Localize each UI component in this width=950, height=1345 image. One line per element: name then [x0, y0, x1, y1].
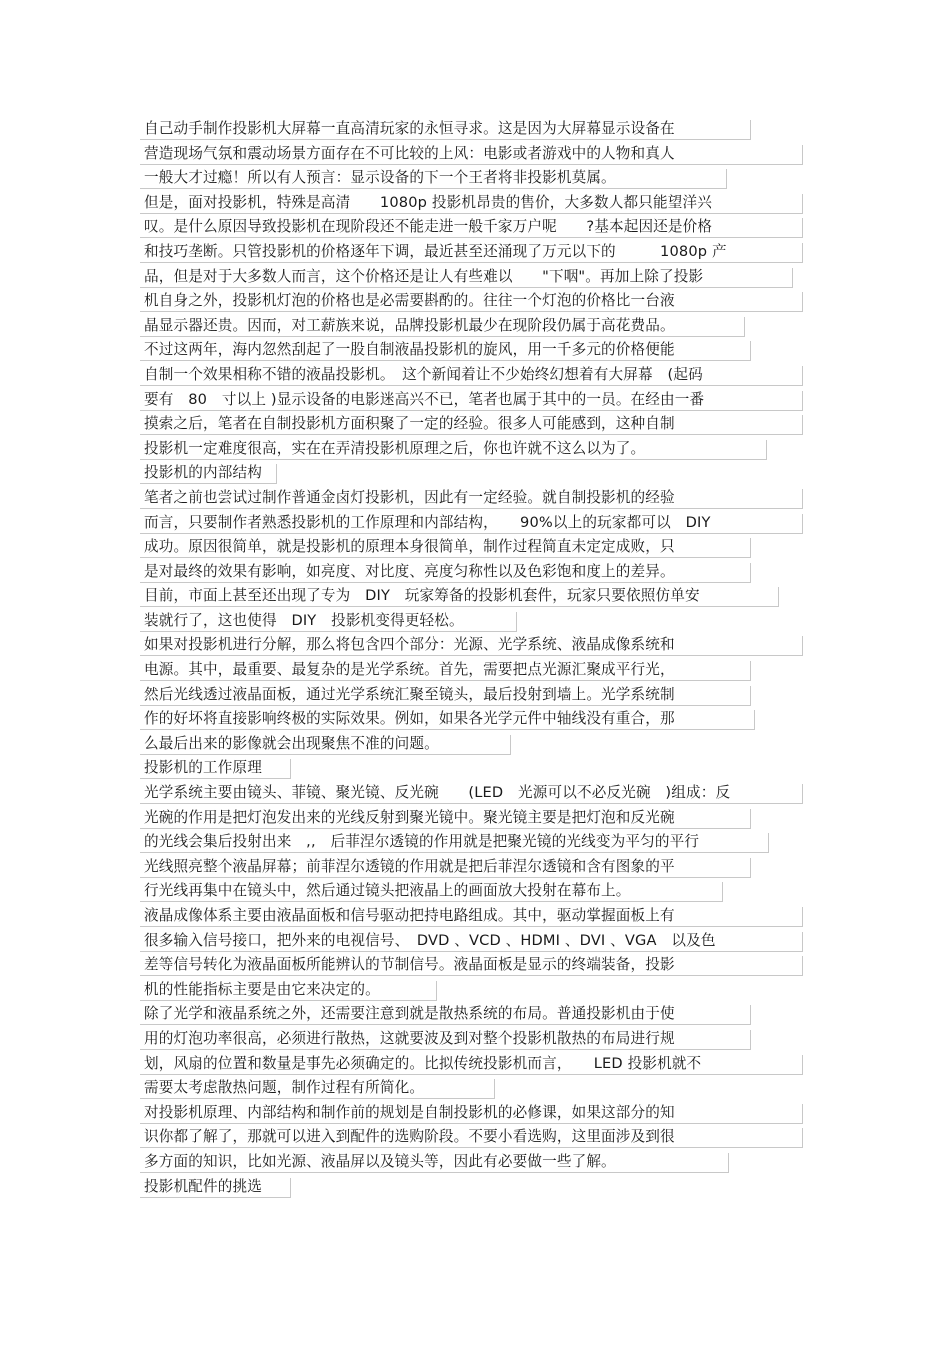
line-text: 液晶成像体系主要由液晶面板和信号驱动把持电路组成。其中，驱动掌握面板上有 [144, 907, 675, 924]
line-text: 笔者之前也尝试过制作普通金卤灯投影机，因此有一定经验。就自制投影机的经验 [144, 488, 675, 506]
line-text: 装就行了，这也使得 DIY 投影机变得更轻松。 [144, 611, 464, 629]
text-line [144, 633, 808, 658]
line-text: 用的灯泡功率很高，必须进行散热，这就要波及到对整个投影机散热的布局进行规 [144, 1029, 675, 1047]
line-text: 的光线会集后投射出来 ,, 后菲涅尔透镜的作用就是把聚光镜的光线变为平匀的平行 [144, 833, 700, 851]
line-text: 投影机一定难度很高，实在在弄清投影机原理之后，你也许就不这么以为了。 [144, 439, 646, 457]
text-line [144, 560, 808, 585]
line-text: 机自身之外，投影机灯泡的价格也是必需要斟酌的。往往一个灯泡的价格比一台液 [144, 292, 675, 310]
text-line [144, 412, 808, 437]
text-line [144, 166, 808, 191]
text-line [144, 584, 808, 609]
text-line [144, 1052, 808, 1077]
text-line [144, 142, 808, 167]
text-line [144, 265, 808, 290]
text-line [144, 1101, 808, 1126]
line-text: 营造现场气氛和震动场景方面存在不可比较的上风：电影或者游戏中的人物和真人 [144, 144, 675, 162]
text-line [144, 658, 808, 683]
line-text: 投影机配件的挑选 [144, 1177, 262, 1195]
line-text: 机的性能指标主要是由它来决定的。 [144, 980, 380, 998]
line-text: 需要太考虑散热问题，制作过程有所简化。 [144, 1079, 425, 1097]
line-text: 目前，市面上甚至还出现了专为 DIY 玩家筹备的投影机套件，玩家只要依照仿单安 [144, 587, 700, 605]
text-line [144, 338, 808, 363]
text-line [144, 461, 808, 486]
line-text: 划，风扇的位置和数量是事先必须确定的。比拟传统投影机而言， LED 投影机就不 [144, 1054, 702, 1072]
line-text: 叹。是什么原因导致投影机在现阶段还不能走进一般千家万户呢 ?基本起因还是价格 [144, 218, 713, 236]
line-text: 摸索之后，笔者在自制投影机方面积聚了一定的经验。很多人可能感到，这种自制 [144, 415, 675, 433]
line-text: 是对最终的效果有影响，如亮度、对比度、亮度匀称性以及色彩饱和度上的差异。 [144, 562, 675, 580]
text-line [144, 1125, 808, 1150]
text-line [144, 314, 808, 339]
text-line [144, 904, 808, 929]
line-text: 然后光线透过液晶面板，通过光学系统汇聚至镜头，最后投射到墙上。光学系统制 [144, 685, 675, 703]
text-line [144, 437, 808, 462]
line-text: 品，但是对于大多数人而言，这个价格还是让人有些难以 "下咽"。再加上除了投影 [144, 267, 704, 285]
line-text: 和技巧垄断。只管投影机的价格逐年下调，最近甚至还涌现了万元以下的 1080p 产 [144, 242, 727, 260]
line-text: 识你都了解了，那就可以进入到配件的选购阶段。不要小看选购，这里面涉及到很 [144, 1128, 675, 1146]
text-line [144, 1150, 808, 1175]
text-line [144, 756, 808, 781]
text-line [144, 806, 808, 831]
line-text: 但是，面对投影机，特殊是高清 1080p 投影机昂贵的售价，大多数人都只能望洋兴 [144, 193, 712, 211]
document-body [144, 117, 808, 1199]
text-line [144, 929, 808, 954]
text-line [144, 117, 808, 142]
line-text: 不过这两年，海内忽然刮起了一股自制液晶投影机的旋风，用一千多元的价格便能 [144, 341, 675, 359]
line-text: 行光线再集中在镜头中，然后通过镜头把液晶上的画面放大投射在幕布上。 [144, 882, 631, 900]
text-line [144, 388, 808, 413]
line-text: 对投影机原理、内部结构和制作前的规划是自制投影机的必修课，如果这部分的知 [144, 1103, 675, 1121]
line-text: 要有 80 寸以上 )显示设备的电影迷高兴不已，笔者也属于其中的一员。在经由一番 [144, 390, 705, 408]
text-line [144, 855, 808, 880]
text-line [144, 609, 808, 634]
text-line [144, 486, 808, 511]
text-line [144, 191, 808, 216]
text-line [144, 215, 808, 240]
text-line [144, 978, 808, 1003]
text-line [144, 1002, 808, 1027]
text-line [144, 363, 808, 388]
line-text: 除了光学和液晶系统之外，还需要注意到就是散热系统的布局。普通投影机由于使 [144, 1005, 675, 1023]
text-line [144, 953, 808, 978]
line-text: 晶显示器还贵。因而，对工薪族来说，品牌投影机最少在现阶段仍属于高花费品。 [144, 316, 675, 334]
line-text: 电源。其中，最重要、最复杂的是光学系统。首先，需要把点光源汇聚成平行光， [144, 661, 675, 679]
line-text: 光学系统主要由镜头、菲镜、聚光镜、反光碗 (LED 光源可以不必反光碗 )组成：反 [144, 784, 731, 802]
text-line [144, 781, 808, 806]
line-text: 自己动手制作投影机大屏幕一直高清玩家的永恒寻求。这是因为大屏幕显示设备在 [144, 120, 675, 137]
line-text: 很多输入信号接口，把外来的电视信号、 DVD 、VCD 、HDMI 、DVI 、VGA 以及色 [144, 931, 716, 949]
line-text: 一般大才过瘾！所以有人预言：显示设备的下一个王者将非投影机莫属。 [144, 169, 616, 187]
text-line [144, 1027, 808, 1052]
text-line [144, 732, 808, 757]
line-text: 光碗的作用是把灯泡发出来的光线反射到聚光镜中。聚光镜主要是把灯泡和反光碗 [144, 808, 675, 826]
line-text: 而言，只要制作者熟悉投影机的工作原理和内部结构， 90%以上的玩家都可以 DIY [144, 513, 711, 531]
line-text: 如果对投影机进行分解，那么将包含四个部分：光源、光学系统、液晶成像系统和 [144, 636, 675, 654]
text-line [144, 240, 808, 265]
line-text: 么最后出来的影像就会出现聚焦不准的问题。 [144, 734, 439, 752]
line-text: 多方面的知识，比如光源、液晶屏以及镜头等，因此有必要做一些了解。 [144, 1152, 616, 1170]
text-line [144, 289, 808, 314]
text-line [144, 879, 808, 904]
line-text: 光线照亮整个液晶屏幕；前菲涅尔透镜的作用就是把后菲涅尔透镜和含有图象的平 [144, 857, 675, 875]
line-text: 投影机的内部结构 [144, 464, 262, 482]
text-line [144, 535, 808, 560]
line-text: 成功。原因很简单，就是投影机的原理本身很简单，制作过程简直未定定成败，只 [144, 538, 675, 556]
text-line [144, 1175, 808, 1200]
line-text: 作的好坏将直接影响终极的实际效果。例如，如果各光学元件中轴线没有重合，那 [144, 710, 675, 728]
text-line [144, 511, 808, 536]
text-line [144, 683, 808, 708]
line-text: 差等信号转化为液晶面板所能辨认的节制信号。液晶面板是显示的终端装备，投影 [144, 956, 675, 974]
line-text: 投影机的工作原理 [144, 759, 262, 777]
text-line [144, 1076, 808, 1101]
text-line [144, 830, 808, 855]
text-line [144, 707, 808, 732]
line-text: 自制一个效果相称不错的液晶投影机。 这个新闻着让不少始终幻想着有大屏幕 (起码 [144, 365, 703, 383]
